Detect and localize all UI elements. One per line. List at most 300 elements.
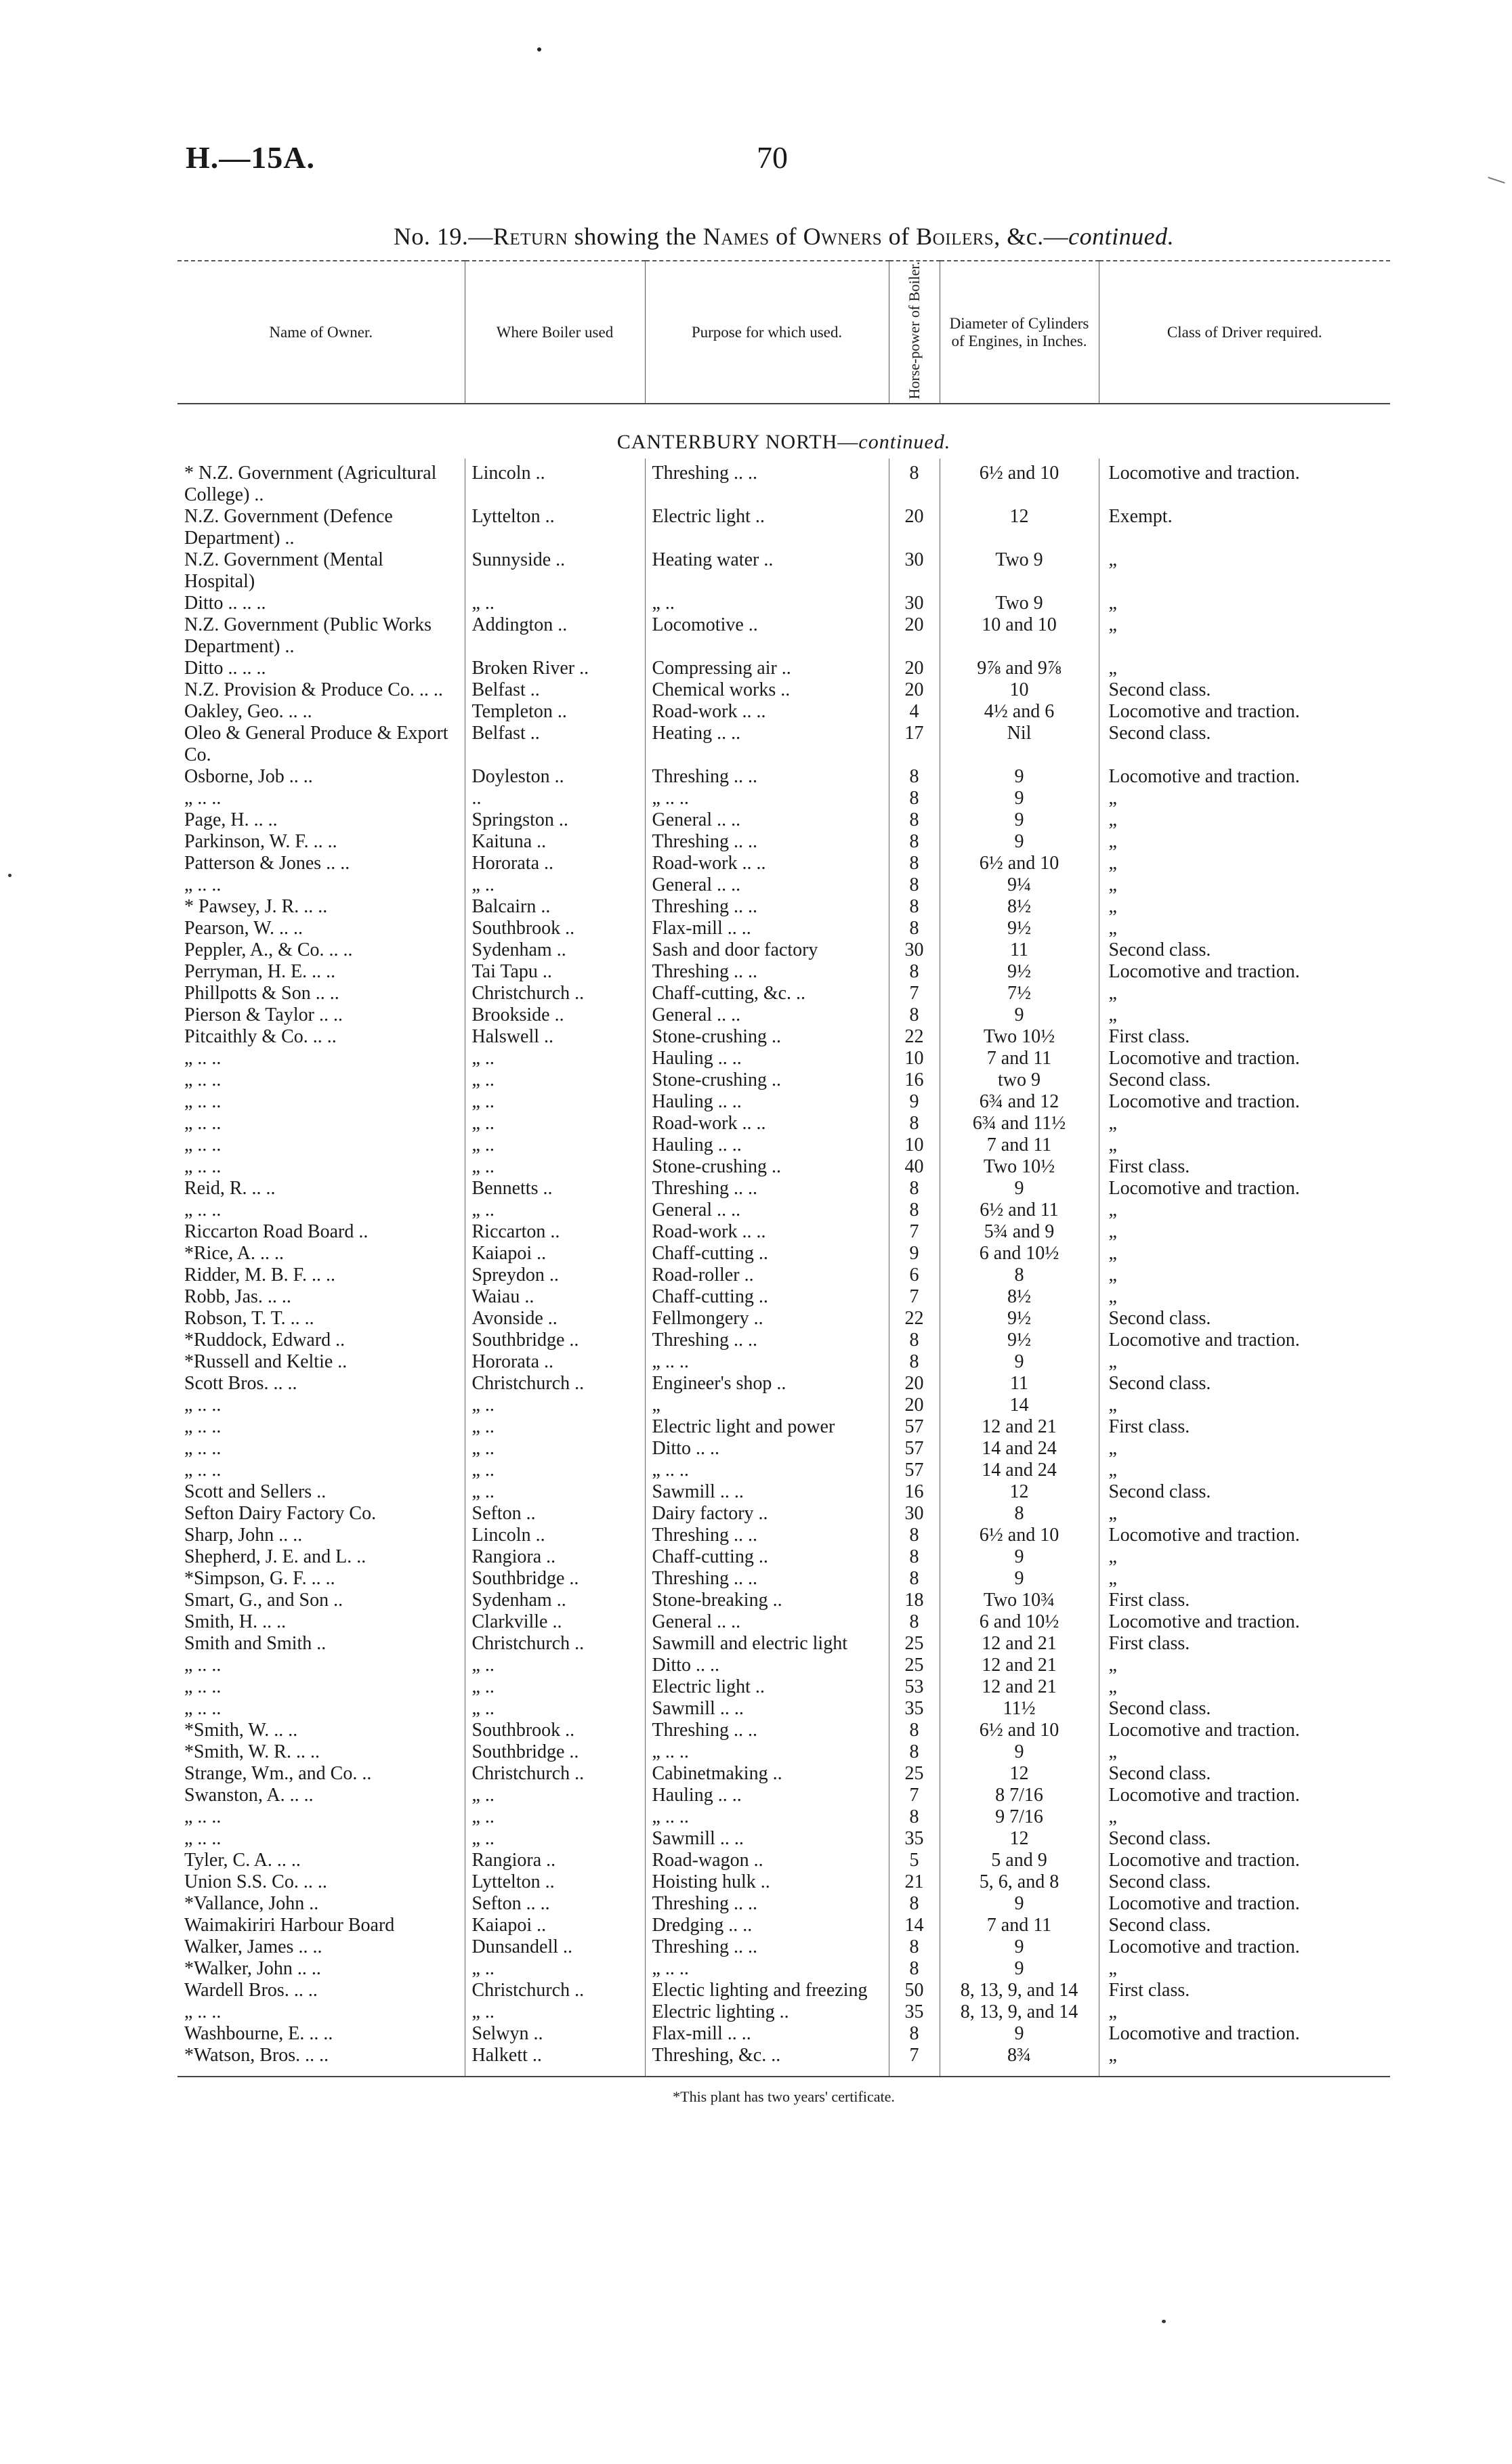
cylinders-cell: 7½: [940, 983, 1099, 1004]
purpose-cell: Threshing .. ..: [645, 1178, 889, 1199]
owner-cell: Smith, H. .. ..: [177, 1611, 465, 1633]
driver-cell: „: [1108, 1199, 1117, 1221]
driver-cell: „: [1108, 1004, 1117, 1026]
table-row: [177, 614, 1390, 658]
table-row: [177, 1069, 1390, 1091]
where-cell: Sydenham ..: [465, 1590, 645, 1611]
cylinders-cell: 11½: [940, 1698, 1099, 1720]
owner-cell: Robb, Jas. .. ..: [177, 1286, 465, 1308]
purpose-cell: „ ..: [645, 593, 889, 614]
where-cell: „ ..: [465, 1113, 645, 1134]
horse-power-cell: 8: [889, 1568, 940, 1590]
horse-power-cell: 8: [889, 1178, 940, 1199]
cylinders-cell: 9½: [940, 961, 1099, 983]
horse-power-cell: 7: [889, 2045, 940, 2077]
horse-power-cell: 20: [889, 679, 940, 701]
purpose-cell: Cabinetmaking ..: [645, 1763, 889, 1785]
where-cell: Lyttelton ..: [465, 506, 645, 549]
cylinders-cell: 6¾ and 12: [940, 1091, 1099, 1113]
where-cell: Sydenham ..: [465, 939, 645, 961]
where-cell: Belfast ..: [465, 679, 645, 701]
purpose-cell: Threshing .. ..: [645, 459, 889, 506]
column-header-where: Where Boiler used: [465, 261, 645, 404]
cylinders-cell: 12 and 21: [940, 1655, 1099, 1676]
where-cell: „ ..: [465, 1416, 645, 1438]
driver-cell: „: [1108, 549, 1117, 571]
table-row: [177, 1395, 1390, 1416]
purpose-cell: Stone-crushing ..: [645, 1026, 889, 1048]
horse-power-cell: 20: [889, 1395, 940, 1416]
where-cell: „ ..: [465, 1481, 645, 1503]
driver-cell: „: [1108, 809, 1117, 831]
driver-cell: First class.: [1108, 1156, 1190, 1178]
where-cell: Belfast ..: [465, 723, 645, 766]
purpose-cell: Hauling .. ..: [645, 1048, 889, 1069]
driver-cell: Second class.: [1108, 1069, 1211, 1091]
table-row: [177, 1416, 1390, 1438]
where-cell: Southbridge ..: [465, 1568, 645, 1590]
purpose-cell: Chaff-cutting ..: [645, 1286, 889, 1308]
owner-cell: Phillpotts & Son .. ..: [177, 983, 465, 1004]
cylinders-cell: 10 and 10: [940, 614, 1099, 658]
purpose-cell: Electric lighting ..: [645, 2001, 889, 2023]
where-cell: Selwyn ..: [465, 2023, 645, 2045]
table-row: [177, 1503, 1390, 1525]
where-cell: Hororata ..: [465, 853, 645, 874]
horse-power-cell: 8: [889, 918, 940, 939]
cylinders-cell: 8¾: [940, 2045, 1099, 2077]
where-cell: „ ..: [465, 1655, 645, 1676]
owner-cell: *Smith, W. R. .. ..: [177, 1741, 465, 1763]
cylinders-cell: 9: [940, 2023, 1099, 2045]
owner-cell: Osborne, Job .. ..: [177, 766, 465, 788]
purpose-cell: General .. ..: [645, 874, 889, 896]
where-cell: „ ..: [465, 1676, 645, 1698]
cylinders-cell: 9: [940, 766, 1099, 788]
table-row: [177, 1828, 1390, 1850]
purpose-cell: Hauling .. ..: [645, 1134, 889, 1156]
table-row: [177, 1546, 1390, 1568]
owner-cell: Ditto .. .. ..: [177, 593, 465, 614]
cylinders-cell: 12: [940, 1481, 1099, 1503]
where-cell: Riccarton ..: [465, 1221, 645, 1243]
section-suffix: continued.: [858, 431, 951, 454]
table-row: [177, 1351, 1390, 1373]
horse-power-cell: 5: [889, 1850, 940, 1871]
owner-cell: Swanston, A. .. ..: [177, 1785, 465, 1806]
table-row: [177, 788, 1390, 809]
cylinders-cell: 9½: [940, 1330, 1099, 1351]
driver-cell: Second class.: [1108, 1481, 1211, 1503]
table-row: [177, 874, 1390, 896]
table-row: [177, 1676, 1390, 1698]
cylinders-cell: 9: [940, 1004, 1099, 1026]
table-row: [177, 1785, 1390, 1806]
driver-cell: „: [1108, 614, 1117, 636]
horse-power-cell: 57: [889, 1416, 940, 1438]
driver-cell: Exempt.: [1108, 506, 1173, 528]
driver-cell: „: [1108, 831, 1117, 853]
table-row: [177, 1936, 1390, 1958]
table-row: [177, 658, 1390, 679]
table-row: [177, 1243, 1390, 1265]
driver-cell: Second class.: [1108, 1698, 1211, 1720]
horse-power-cell: 8: [889, 766, 940, 788]
owner-cell: „ .. ..: [177, 1460, 465, 1481]
owner-cell: Pearson, W. .. ..: [177, 918, 465, 939]
cylinders-cell: 6 and 10½: [940, 1243, 1099, 1265]
table-row: [177, 1633, 1390, 1655]
column-header-cylinders: Diameter of Cylinders of Engines, in Inches.: [940, 261, 1099, 404]
title-text: , &c.—: [994, 223, 1069, 250]
cylinders-cell: 5 and 9: [940, 1850, 1099, 1871]
driver-cell: Second class.: [1108, 1763, 1211, 1785]
table-row: [177, 1525, 1390, 1546]
owner-cell: „ .. ..: [177, 1416, 465, 1438]
table-row: [177, 723, 1390, 766]
table-row: [177, 1980, 1390, 2001]
owner-cell: Patterson & Jones .. ..: [177, 853, 465, 874]
owner-cell: N.Z. Provision & Produce Co. .. ..: [177, 679, 465, 701]
owner-cell: Washbourne, E. .. ..: [177, 2023, 465, 2045]
driver-cell: Locomotive and traction.: [1108, 1048, 1300, 1069]
where-cell: „ ..: [465, 1785, 645, 1806]
horse-power-cell: 10: [889, 1134, 940, 1156]
cylinders-cell: 11: [940, 1373, 1099, 1395]
cylinders-cell: 9⅞ and 9⅞: [940, 658, 1099, 679]
cylinders-cell: 6¾ and 11½: [940, 1113, 1099, 1134]
horse-power-cell: 7: [889, 1785, 940, 1806]
where-cell: Hororata ..: [465, 1351, 645, 1373]
cylinders-cell: 6½ and 10: [940, 853, 1099, 874]
table-header-row: [177, 261, 1390, 404]
purpose-cell: Stone-breaking ..: [645, 1590, 889, 1611]
horse-power-cell: 17: [889, 723, 940, 766]
cylinders-cell: 9½: [940, 1308, 1099, 1330]
document-page: [177, 135, 1390, 2106]
cylinders-cell: 12: [940, 1763, 1099, 1785]
table-row: [177, 2023, 1390, 2045]
purpose-cell: „: [645, 1395, 889, 1416]
page-code: H.—15A.: [186, 140, 315, 175]
purpose-cell: Threshing .. ..: [645, 1330, 889, 1351]
purpose-cell: Ditto .. ..: [645, 1438, 889, 1460]
cylinders-cell: 8½: [940, 896, 1099, 918]
purpose-cell: Ditto .. ..: [645, 1655, 889, 1676]
cylinders-cell: 8: [940, 1503, 1099, 1525]
driver-cell: Locomotive and traction.: [1108, 1720, 1300, 1741]
driver-cell: First class.: [1108, 1590, 1190, 1611]
table-row: [177, 459, 1390, 506]
horse-power-cell: 20: [889, 506, 940, 549]
horse-power-cell: 40: [889, 1156, 940, 1178]
purpose-cell: Flax-mill .. ..: [645, 2023, 889, 2045]
owner-cell: *Vallance, John ..: [177, 1893, 465, 1915]
table-row: [177, 766, 1390, 788]
where-cell: ..: [465, 788, 645, 809]
where-cell: Christchurch ..: [465, 1373, 645, 1395]
purpose-cell: Threshing .. ..: [645, 961, 889, 983]
driver-cell: Locomotive and traction.: [1108, 1850, 1300, 1871]
where-cell: Southbridge ..: [465, 1330, 645, 1351]
table-row: [177, 1178, 1390, 1199]
horse-power-cell: 8: [889, 1004, 940, 1026]
purpose-cell: Sawmill .. ..: [645, 1698, 889, 1720]
where-cell: Lincoln ..: [465, 459, 645, 506]
driver-cell: „: [1108, 1460, 1117, 1481]
table-row: [177, 1460, 1390, 1481]
table-row: [177, 1026, 1390, 1048]
horse-power-cell: 8: [889, 1720, 940, 1741]
horse-power-cell: 8: [889, 896, 940, 918]
cylinders-cell: 7 and 11: [940, 1134, 1099, 1156]
driver-cell: „: [1108, 1221, 1117, 1243]
owner-cell: *Ruddock, Edward ..: [177, 1330, 465, 1351]
cylinders-cell: 9¼: [940, 874, 1099, 896]
driver-cell: „: [1108, 1655, 1117, 1676]
where-cell: Bennetts ..: [465, 1178, 645, 1199]
purpose-cell: Sash and door factory: [645, 939, 889, 961]
cylinders-cell: 8: [940, 1265, 1099, 1286]
cylinders-cell: 12: [940, 506, 1099, 549]
where-cell: „ ..: [465, 593, 645, 614]
owner-cell: Smith and Smith ..: [177, 1633, 465, 1655]
table-row: [177, 918, 1390, 939]
driver-cell: Locomotive and traction.: [1108, 2023, 1300, 2045]
table-row: [177, 1199, 1390, 1221]
owner-cell: „ .. ..: [177, 1199, 465, 1221]
owner-cell: *Rice, A. .. ..: [177, 1243, 465, 1265]
table-row: [177, 1265, 1390, 1286]
cylinders-cell: 8, 13, 9, and 14: [940, 2001, 1099, 2023]
owner-cell: „ .. ..: [177, 1048, 465, 1069]
cylinders-cell: Two 10½: [940, 1156, 1099, 1178]
where-cell: Balcairn ..: [465, 896, 645, 918]
horse-power-cell: 57: [889, 1460, 940, 1481]
driver-cell: Locomotive and traction.: [1108, 1611, 1300, 1633]
owner-cell: „ .. ..: [177, 1156, 465, 1178]
horse-power-cell: 25: [889, 1633, 940, 1655]
cylinders-cell: 14: [940, 1395, 1099, 1416]
ink-speck: [537, 47, 541, 51]
where-cell: Sunnyside ..: [465, 549, 645, 593]
table-row: [177, 1373, 1390, 1395]
owner-cell: Ridder, M. B. F. .. ..: [177, 1265, 465, 1286]
driver-cell: „: [1108, 1806, 1117, 1828]
driver-cell: Locomotive and traction.: [1108, 1785, 1300, 1806]
cylinders-cell: 7 and 11: [940, 1915, 1099, 1936]
table-row: [177, 1113, 1390, 1134]
table-row: [177, 853, 1390, 874]
table-row: [177, 809, 1390, 831]
cylinders-cell: 6½ and 10: [940, 1525, 1099, 1546]
table-row: [177, 1330, 1390, 1351]
purpose-cell: Chemical works ..: [645, 679, 889, 701]
driver-cell: Second class.: [1108, 1915, 1211, 1936]
horse-power-cell: 7: [889, 1221, 940, 1243]
where-cell: Southbridge ..: [465, 1741, 645, 1763]
where-cell: Broken River ..: [465, 658, 645, 679]
where-cell: Halswell ..: [465, 1026, 645, 1048]
horse-power-cell: 8: [889, 1199, 940, 1221]
horse-power-cell: 30: [889, 549, 940, 593]
driver-cell: „: [1108, 788, 1117, 809]
where-cell: Lyttelton ..: [465, 1871, 645, 1893]
table-row: [177, 1611, 1390, 1633]
owner-cell: Union S.S. Co. .. ..: [177, 1871, 465, 1893]
horse-power-cell: 8: [889, 2023, 940, 2045]
horse-power-cell: 57: [889, 1438, 940, 1460]
owner-cell: „ .. ..: [177, 788, 465, 809]
horse-power-cell: 8: [889, 1936, 940, 1958]
table-row: [177, 1221, 1390, 1243]
driver-cell: „: [1108, 874, 1117, 896]
where-cell: „ ..: [465, 1438, 645, 1460]
purpose-cell: Compressing air ..: [645, 658, 889, 679]
table-row: [177, 1763, 1390, 1785]
owner-cell: Parkinson, W. F. .. ..: [177, 831, 465, 853]
where-cell: Kaiapoi ..: [465, 1243, 645, 1265]
table-row: [177, 1481, 1390, 1503]
purpose-cell: Chaff-cutting ..: [645, 1243, 889, 1265]
where-cell: Waiau ..: [465, 1286, 645, 1308]
page-header: [177, 135, 1390, 190]
purpose-cell: Heating .. ..: [645, 723, 889, 766]
cylinders-cell: 5¾ and 9: [940, 1221, 1099, 1243]
purpose-cell: Threshing .. ..: [645, 1893, 889, 1915]
cylinders-cell: 14 and 24: [940, 1460, 1099, 1481]
section-heading: [177, 404, 1390, 459]
purpose-cell: Threshing .. ..: [645, 1568, 889, 1590]
driver-cell: Second class.: [1108, 679, 1211, 701]
driver-cell: Locomotive and traction.: [1108, 463, 1300, 484]
where-cell: Rangiora ..: [465, 1850, 645, 1871]
where-cell: Southbrook ..: [465, 918, 645, 939]
purpose-cell: „ .. ..: [645, 1958, 889, 1980]
where-cell: „ ..: [465, 1069, 645, 1091]
title-owners: Owners: [803, 223, 883, 250]
driver-cell: Locomotive and traction.: [1108, 766, 1300, 788]
cylinders-cell: 7 and 11: [940, 1048, 1099, 1069]
driver-cell: „: [1108, 853, 1117, 874]
horse-power-cell: 35: [889, 1828, 940, 1850]
owner-cell: „ .. ..: [177, 1698, 465, 1720]
ink-speck: [1162, 2320, 1166, 2323]
boiler-return-table: [177, 260, 1390, 2077]
column-header-horse-power: [889, 261, 940, 404]
owner-cell: Robson, T. T. .. ..: [177, 1308, 465, 1330]
cylinders-cell: 4½ and 6: [940, 701, 1099, 723]
purpose-cell: „ .. ..: [645, 788, 889, 809]
title-names: Names: [702, 223, 770, 250]
horse-power-cell: 50: [889, 1980, 940, 2001]
purpose-cell: General .. ..: [645, 1004, 889, 1026]
horse-power-cell: 25: [889, 1655, 940, 1676]
owner-cell: „ .. ..: [177, 1438, 465, 1460]
horse-power-cell: 8: [889, 1351, 940, 1373]
column-header-driver: Class of Driver required.: [1099, 261, 1390, 404]
column-header-purpose: Purpose for which used.: [645, 261, 889, 404]
where-cell: Sefton .. ..: [465, 1893, 645, 1915]
purpose-cell: Sawmill .. ..: [645, 1481, 889, 1503]
driver-cell: Locomotive and traction.: [1108, 1893, 1300, 1915]
owner-cell: Riccarton Road Board ..: [177, 1221, 465, 1243]
table-row: [177, 1893, 1390, 1915]
owner-cell: „ .. ..: [177, 1069, 465, 1091]
horse-power-cell: 21: [889, 1871, 940, 1893]
driver-cell: Locomotive and traction.: [1108, 961, 1300, 983]
table-title: [177, 222, 1390, 251]
table-row: [177, 1156, 1390, 1178]
table-row: [177, 593, 1390, 614]
horse-power-cell: 20: [889, 658, 940, 679]
purpose-cell: Chaff-cutting, &c. ..: [645, 983, 889, 1004]
title-return: Return: [492, 223, 568, 250]
horse-power-cell: 16: [889, 1481, 940, 1503]
table-row: [177, 1871, 1390, 1893]
cylinders-cell: Two 9: [940, 549, 1099, 593]
owner-cell: N.Z. Government (Mental Hospital): [177, 549, 465, 593]
driver-cell: „: [1108, 1134, 1117, 1156]
owner-cell: „ .. ..: [177, 1676, 465, 1698]
where-cell: „ ..: [465, 1395, 645, 1416]
cylinders-cell: 6½ and 10: [940, 459, 1099, 506]
table-row: [177, 1568, 1390, 1590]
owner-cell: *Walker, John .. ..: [177, 1958, 465, 1980]
owner-cell: Scott Bros. .. ..: [177, 1373, 465, 1395]
purpose-cell: Electric light and power: [645, 1416, 889, 1438]
horse-power-cell: 10: [889, 1048, 940, 1069]
driver-cell: „: [1108, 1568, 1117, 1590]
owner-cell: Sefton Dairy Factory Co.: [177, 1503, 465, 1525]
driver-cell: „: [1108, 1676, 1117, 1698]
cylinders-cell: 9: [940, 809, 1099, 831]
cylinders-cell: Two 9: [940, 593, 1099, 614]
cylinders-cell: 9: [940, 1741, 1099, 1763]
cylinders-cell: 8 7/16: [940, 1785, 1099, 1806]
cylinders-cell: 14 and 24: [940, 1438, 1099, 1460]
cylinders-cell: 9½: [940, 918, 1099, 939]
where-cell: Halkett ..: [465, 2045, 645, 2077]
owner-cell: *Watson, Bros. .. ..: [177, 2045, 465, 2077]
table-row: [177, 1004, 1390, 1026]
horse-power-cell: 8: [889, 1113, 940, 1134]
where-cell: Spreydon ..: [465, 1265, 645, 1286]
driver-cell: „: [1108, 1113, 1117, 1134]
owner-cell: Smart, G., and Son ..: [177, 1590, 465, 1611]
horse-power-cell: 16: [889, 1069, 940, 1091]
purpose-cell: Threshing .. ..: [645, 1936, 889, 1958]
purpose-cell: Road-roller ..: [645, 1265, 889, 1286]
where-cell: „ ..: [465, 1828, 645, 1850]
where-cell: „ ..: [465, 2001, 645, 2023]
where-cell: „ ..: [465, 1048, 645, 1069]
cylinders-cell: 8, 13, 9, and 14: [940, 1980, 1099, 2001]
cylinders-cell: 9: [940, 788, 1099, 809]
owner-cell: Oleo & General Produce & Export Co.: [177, 723, 465, 766]
where-cell: Lincoln ..: [465, 1525, 645, 1546]
horse-power-cell: 20: [889, 1373, 940, 1395]
horse-power-cell: 8: [889, 874, 940, 896]
horse-power-cell: 8: [889, 1525, 940, 1546]
owner-cell: „ .. ..: [177, 1113, 465, 1134]
where-cell: „ ..: [465, 1958, 645, 1980]
table-row: [177, 1091, 1390, 1113]
cylinders-cell: 12: [940, 1828, 1099, 1850]
purpose-cell: Road-work .. ..: [645, 701, 889, 723]
purpose-cell: Stone-crushing ..: [645, 1156, 889, 1178]
owner-cell: Page, H. .. ..: [177, 809, 465, 831]
